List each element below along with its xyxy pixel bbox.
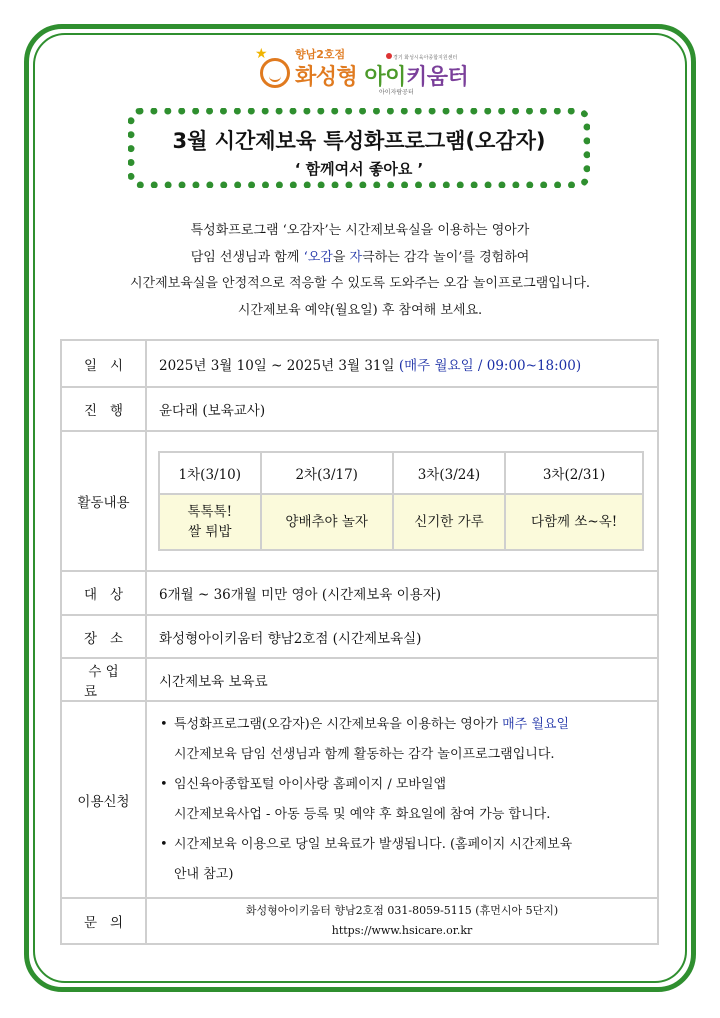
activity-table (158, 451, 644, 551)
row-apply (61, 701, 658, 898)
center-logo-icon (386, 53, 392, 59)
value-contact (146, 898, 658, 944)
note-2-text: 임신육아종합포털 아이사랑 홈페이지 / 모바일앱 (174, 776, 447, 792)
apply-notes (148, 710, 656, 890)
label-activity: 활동내용 (61, 431, 146, 571)
date-range: 2025년 3월 10일 ~ 2025년 3월 31일 (159, 357, 399, 374)
note-3 (160, 830, 656, 890)
value-fee: 시간제보육 보육료 (146, 658, 658, 701)
page-title: 3월 시간제보육 특성화프로그램(오감자) (172, 129, 546, 153)
label-contact: 문 의 (61, 898, 146, 944)
logo-name-purple: 키움터 (405, 65, 469, 90)
label-host: 진 행 (61, 387, 146, 431)
session-4-title: 다함께 쏘~옥! (505, 494, 643, 550)
value-date (146, 340, 658, 387)
label-date: 일 시 (61, 340, 146, 387)
intro-line-2-pre: 담임 선생님과 함께 (190, 249, 304, 265)
session-3-title: 신기한 가루 (393, 494, 505, 550)
session-1-line-2: 쌀 튀밥 (188, 524, 232, 540)
date-schedule: (매주 월요일 / 09:00~18:00) (398, 357, 582, 374)
logo-name-green: 아이 (364, 65, 406, 90)
session-4-head: 3차(2/31) (505, 452, 643, 494)
logo-branch: 향남2호점 (295, 48, 346, 61)
value-apply (146, 701, 658, 898)
row-place (61, 615, 658, 658)
activity-header-row (159, 452, 643, 494)
logo-tagline: 아이자람공터 (379, 89, 414, 96)
session-2-title: 양배추야 놀자 (261, 494, 393, 550)
intro-line-2 (48, 245, 672, 272)
label-target: 대 상 (61, 571, 146, 615)
info-table (60, 339, 659, 945)
label-apply: 이용신청 (61, 701, 146, 898)
intro-line-3: 시간제보육실을 안정적으로 적응할 수 있도록 도와주는 오감 놀이프로그램입니다. (129, 276, 591, 291)
note-1-highlight: 매주 월요일 (502, 716, 570, 732)
row-target (61, 571, 658, 615)
row-fee (61, 658, 658, 701)
note-1-cont: 시간제보육 담임 선생님과 함께 활동하는 감각 놀이프로그램입니다. (174, 746, 555, 762)
row-contact (61, 898, 658, 944)
row-activity (61, 431, 658, 571)
logo-name-orange: 화성형 (295, 65, 365, 90)
contact-url[interactable]: https://www.hsicare.or.kr (331, 924, 473, 937)
note-1-text: 특성화프로그램(오감자)은 시간제보육을 이용하는 영아가 (174, 716, 503, 732)
value-host: 윤다래 (보육교사) (146, 387, 658, 431)
value-target: 6개월 ~ 36개월 미만 영아 (시간제보육 이용자) (146, 571, 658, 615)
contact-info: 화성형아이키움터 향남2호점 031-8059-5115 (휴먼시아 5단지) (245, 904, 559, 917)
page-subtitle: ‘ 함께여서 좋아요 ’ (294, 160, 424, 178)
note-1 (160, 710, 656, 770)
value-place: 화성형아이키움터 향남2호점 (시간제보육실) (146, 615, 658, 658)
intro-line-1: 특성화프로그램 ‘오감자’는 시간제보육실을 이용하는 영아가 (190, 223, 530, 238)
row-date (61, 340, 658, 387)
label-fee: 수 업 료 (61, 658, 146, 701)
title-box (128, 108, 590, 188)
intro-highlight-2: 자 (349, 249, 363, 265)
intro-line-2-post: 극하는 감각 놀이’를 경험하여 (362, 249, 530, 265)
session-2-head: 2차(3/17) (261, 452, 393, 494)
note-2-cont: 시간제보육사업 - 아동 등록 및 예약 후 화요일에 참여 가능 합니다. (174, 806, 551, 822)
activity-body-row (159, 494, 643, 550)
intro-line-2-mid: 을 (332, 249, 350, 265)
note-3-text: 시간제보육 이용으로 당일 보육료가 발생됩니다. (홈페이지 시간제보육 (174, 836, 573, 852)
session-1-title (159, 494, 261, 550)
value-activity (146, 431, 658, 571)
note-2 (160, 770, 656, 830)
smile-face-icon (260, 58, 290, 88)
center-logo-text: 경기 화성시육아종합지원센터 (393, 55, 458, 61)
intro-line-4: 시간제보육 예약(월요일) 후 참여해 보세요. (237, 302, 483, 318)
session-1-head: 1차(3/10) (159, 452, 261, 494)
intro-text (48, 218, 672, 324)
intro-highlight-1: ‘오감 (303, 249, 333, 265)
session-1-line-1: 톡톡톡! (187, 504, 233, 520)
star-icon: ★ (255, 46, 268, 62)
note-3-cont: 안내 참고) (174, 866, 234, 882)
session-3-head: 3차(3/24) (393, 452, 505, 494)
row-host (61, 387, 658, 431)
label-place: 장 소 (61, 615, 146, 658)
